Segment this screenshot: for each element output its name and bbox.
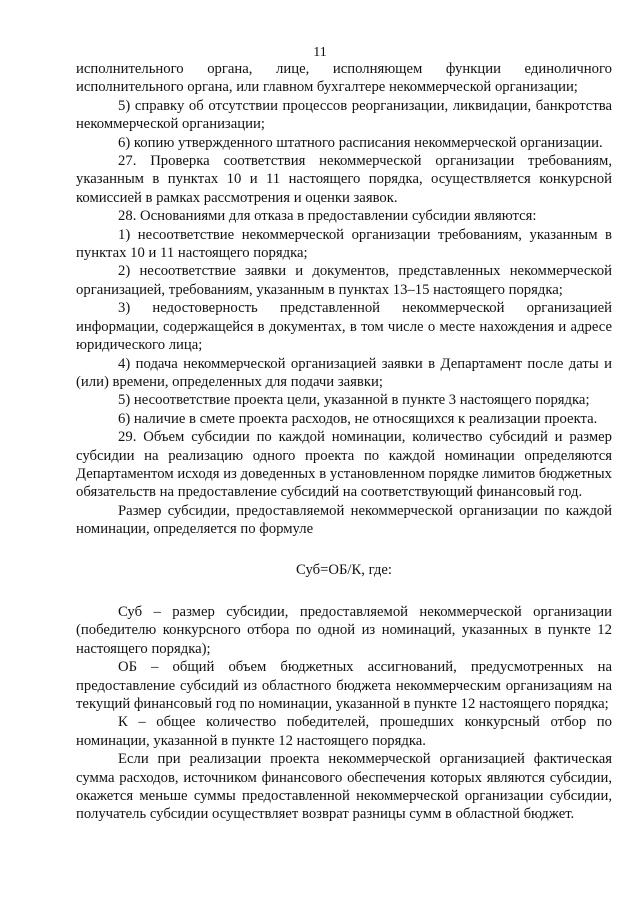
list-item-5: 5) справку об отсутствии процессов реорганизации, ликвидации, банкротства некоммерческой организации;	[76, 97, 612, 133]
formula-intro: Размер субсидии, предоставляемой некоммерческой организации по каждой номинации, определяется по формуле	[76, 502, 612, 538]
formula: Суб=ОБ/К, где:	[296, 561, 392, 578]
list-item-6: 6) копию утвержденного штатного расписания некоммерческой организации.	[118, 134, 603, 151]
definition-ob: ОБ – общий объем бюджетных ассигнований, предусмотренных на предоставление субсидий из областного бюджета некоммерческим организациям на текущий финансовый год по номинации, указанной в пункте 12 настоящего порядка;	[76, 659, 612, 712]
paragraph-27: 27. Проверка соответствия некоммерческой организации требованиям, указанным в пунктах 10 и 11 настоящего порядка, осуществляется конкурсной комиссией в рамках рассмотрения и оценки заявок.	[76, 153, 612, 206]
paragraph-29: 29. Объем субсидии по каждой номинации, количество субсидий и размер субсидии на реализацию одного проекта по каждой номинации определяются Департаментом исходя из доведенных в установленном порядке лимитов бюджетных обязательств на предоставление субсидий на соответствующий финансовый год.	[76, 429, 612, 501]
paragraph-continuation: исполнительного органа, лице, исполняющем функции единоличного исполнительного органа, или главном бухгалтере некоммерческой организации;	[76, 61, 612, 96]
paragraph-refund: Если при реализации проекта некоммерческой организацией фактическая сумма расходов, источником финансового обеспечения которых являются субсидии, окажется меньше суммы предоставленной некоммерческой организации субсидии, получатель субсидии осуществляет возврат разницы сумм в областной бюджет.	[76, 751, 612, 823]
refusal-item-1: 1) несоответствие некоммерческой организации требованиям, указанным в пунктах 10 и 11 настоящего порядка;	[76, 226, 612, 262]
refusal-item-4: 4) подача некоммерческой организацией заявки в Департамент после даты и (или) времени, определенных для подачи заявки;	[76, 355, 612, 390]
document-body	[76, 60, 612, 824]
definition-sub: Суб – размер субсидии, предоставляемой некоммерческой организации (победителю конкурсного отбора по одной из номинаций, указанных в пункте 12 настоящего порядка);	[76, 603, 612, 657]
refusal-item-2: 2) несоответствие заявки и документов, представленных некоммерческой организацией, требованиям, указанным в пунктах 13–15 настоящего порядка;	[76, 263, 612, 298]
definition-k: К – общее количество победителей, прошедших конкурсный отбор по номинации, указанной в пункте 12 настоящего порядка.	[76, 714, 612, 749]
refusal-item-6: 6) наличие в смете проекта расходов, не относящихся к реализации проекта.	[118, 410, 598, 427]
page-number: 11	[313, 45, 327, 60]
paragraph-28: 28. Основаниями для отказа в предоставлении субсидии являются:	[118, 208, 537, 225]
refusal-item-3: 3) недостоверность представленной некоммерческой организацией информации, содержащейся в документах, в том числе о месте нахождения и адресе юридического лица;	[76, 300, 612, 354]
refusal-item-5: 5) несоответствие проекта цели, указанной в пункте 3 настоящего порядка;	[118, 392, 590, 409]
